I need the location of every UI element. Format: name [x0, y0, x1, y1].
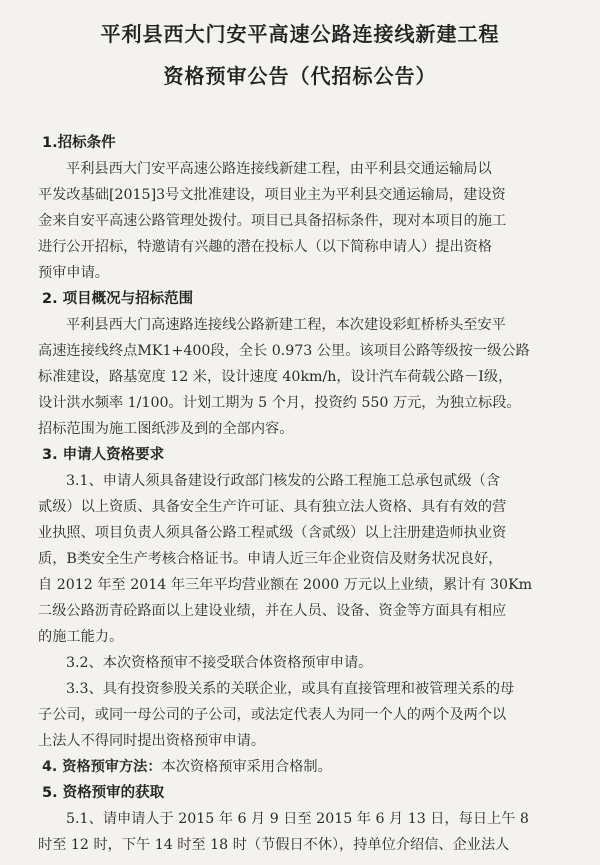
section-project-overview — [38, 286, 586, 442]
section-applicant-qualifications — [38, 442, 586, 754]
section-paragraph — [38, 468, 586, 754]
paragraph-line: 业执照、项目负责人须具备公路工程贰级（含贰级）以上注册建造师执业资 — [38, 525, 507, 541]
paragraph-line: 自 2012 年至 2014 年三年平均营业额在 2000 万元以上业绩，累计有 30Km — [38, 577, 533, 593]
paragraph-line: 平利县西大门安平高速公路连接线新建工程，由平利县交通运输局以 — [66, 161, 492, 177]
paragraph-line: 预审申请。 — [38, 265, 109, 281]
paragraph-line: 的施工能力。 — [38, 629, 124, 645]
method-text: 本次资格预审采用合格制。 — [161, 759, 332, 775]
paragraph-line: 标准建设，路基宽度 12 米，设计速度 40km/h，设计汽车荷载公路－Ⅰ级， — [38, 369, 513, 385]
section-heading: 5. 资格预审的获取 — [42, 785, 165, 801]
document-title-line2: 资格预审公告（代招标公告） — [163, 64, 437, 88]
paragraph-line — [38, 754, 586, 780]
paragraph-line: 金来自安平高速公路管理处拨付。项目已具备招标条件，现对本项目的施工 — [38, 213, 507, 229]
paragraph-line: 平发改基础[2015]3号文批准建设，项目业主为平利县交通运输局，建设资 — [38, 187, 506, 203]
section-bidding-conditions — [38, 130, 586, 286]
section-prequalification-obtain — [38, 780, 586, 858]
section-paragraph — [38, 806, 586, 858]
paragraph-line: 招标范围为施工图纸涉及到的全部内容。 — [38, 421, 294, 437]
section-heading: 4. 资格预审方法： — [42, 759, 162, 775]
paragraph-line: 二级公路沥青砼路面以上建设业绩，并在人员、设备、资金等方面具有相应 — [38, 603, 507, 619]
section-prequalification-method — [38, 754, 586, 780]
paragraph-line: 3.2、本次资格预审不接受联合体资格预审申请。 — [66, 655, 373, 671]
section-paragraph — [38, 156, 586, 286]
paragraph-line: 高速连接线终点MK1+400段，全长 0.973 公里。该项目公路等级按一级公路 — [38, 343, 530, 359]
section-heading: 3. 申请人资格要求 — [42, 447, 165, 463]
paragraph-line: 设计洪水频率 1/100。计划工期为 5 个月，投资约 550 万元，为独立标段。 — [38, 395, 521, 411]
section-heading: 1.招标条件 — [42, 135, 116, 151]
paragraph-line: 3.3、具有投资参股关系的关联企业，或具有直接管理和被管理关系的母 — [66, 681, 515, 697]
paragraph-line: 3.1、申请人须具备建设行政部门核发的公路工程施工总承包贰级（含 — [66, 473, 501, 489]
paragraph-line: 质，B类安全生产考核合格证书。申请人近三年企业资信及财务状况良好， — [38, 551, 503, 567]
paragraph-line: 上法人不得同时提出资格预审申请。 — [38, 733, 266, 749]
section-paragraph — [38, 312, 586, 442]
paragraph-line: 时至 12 时，下午 14 时至 18 时（节假日不休），持单位介绍信、企业法人 — [38, 837, 510, 853]
paragraph-line: 贰级）以上资质、具备安全生产许可证、具有独立法人资格、具有有效的营 — [38, 499, 507, 515]
paragraph-line: 平利县西大门高速路连接线公路新建工程，本次建设彩虹桥桥头至安平 — [66, 317, 506, 333]
paragraph-line: 子公司，或同一母公司的子公司，或法定代表人为同一个人的两个及两个以 — [38, 707, 507, 723]
section-paragraph — [38, 754, 586, 780]
paragraph-line: 5.1、请申请人于 2015 年 6 月 9 日至 2015 年 6 月 13 日，每日上午 8 — [66, 811, 529, 827]
section-heading: 2. 项目概况与招标范围 — [42, 291, 194, 307]
document-title-line1: 平利县西大门安平高速公路连接线新建工程 — [100, 22, 500, 46]
paragraph-line: 进行公开招标，特邀请有兴趣的潜在投标人（以下简称申请人）提出资格 — [38, 239, 493, 255]
